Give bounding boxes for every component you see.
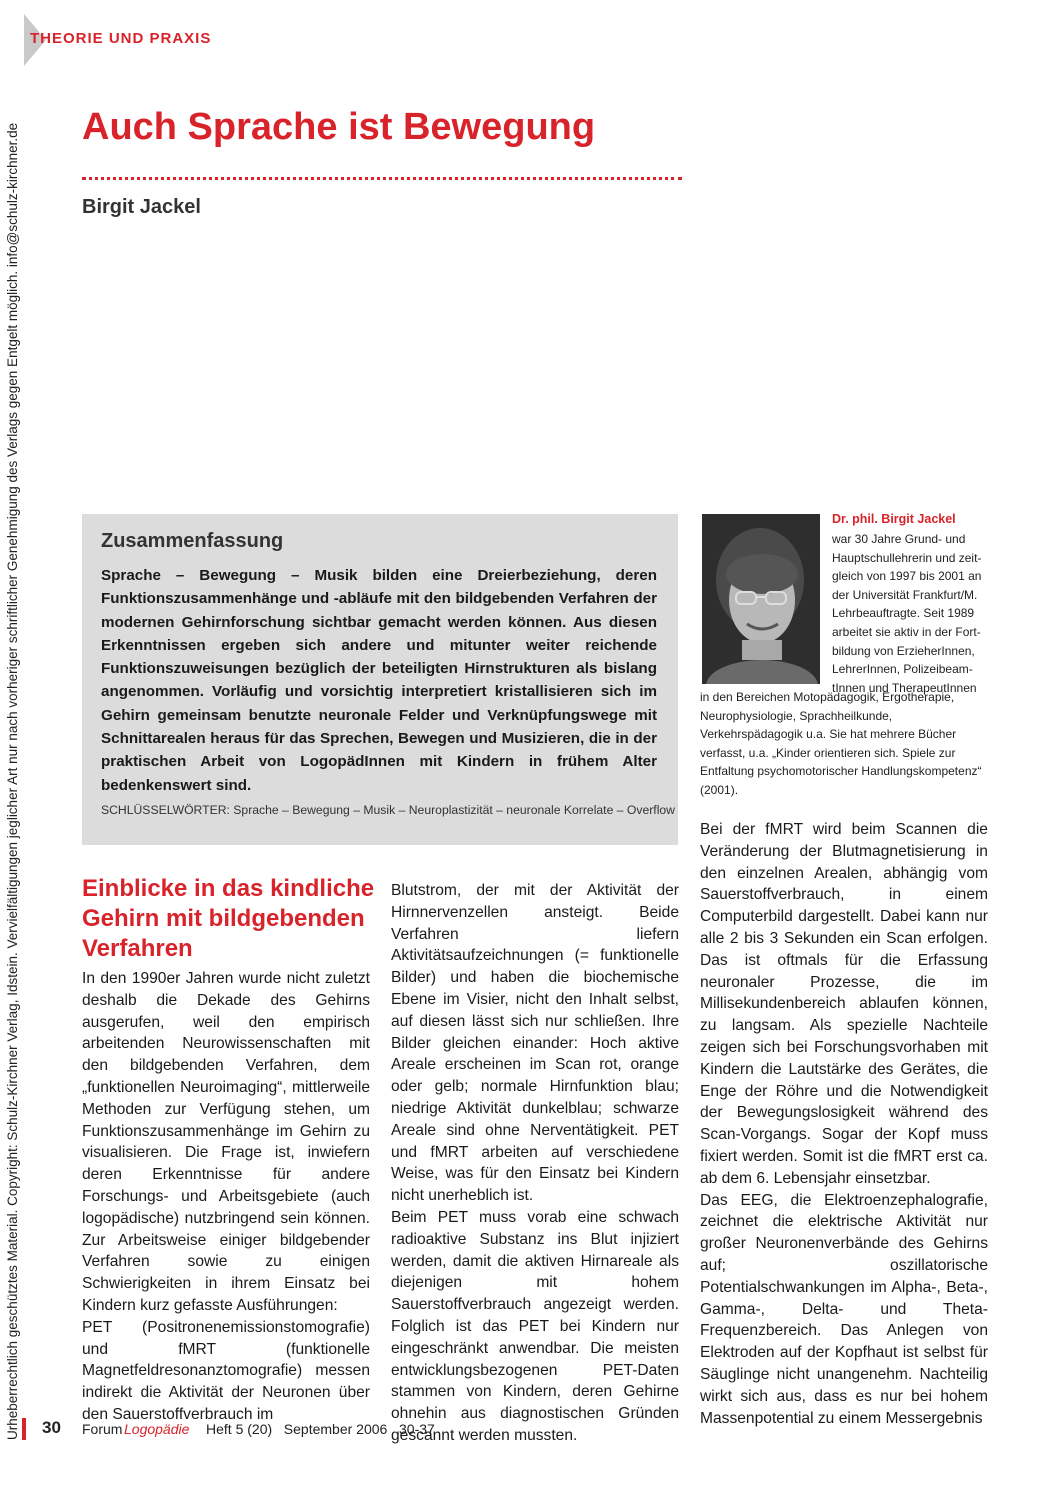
summary-text: Sprache – Bewegung – Musik bilden eine Dreierbeziehung, deren Funktionszusammenhänge und -abläufe mit den bildgebenden Verfahren der modernen Gehirnforschung sichtbar gemacht werden können. Aus diesen Erkenntnissen ergeben sich andere und mitunter weiter reichende Funktionszuweisungen bezüglich der beteiligten Hirnstrukturen als bislang angenommen. Vorläufig und vorsichtig interpretiert kristallisieren sich im Gehirn gemeinsam benutzte neuronale Felder und Verknüpfungswege mit Schnittarealen heraus für das Sprechen, Bewegen und Musizieren, die in der praktischen Arbeit von LogopädInnen mit Kindern in frühem Alter bedenkenswert sind. bbox=[101, 567, 657, 794]
text-column-2 bbox=[391, 880, 679, 1447]
article-title: Auch Sprache ist Bewegung bbox=[82, 106, 596, 148]
bio-line: arbeitet sie aktiv in der Fort- bbox=[832, 624, 981, 639]
bio-line: Lehrbeauftragte. Seit 1989 bbox=[832, 606, 975, 621]
article-author: Birgit Jackel bbox=[82, 196, 201, 218]
paragraph: Bei der fMRT wird beim Scannen die Veränderung der Blutmagnetisierung in den einzelnen Arealen, abhängig vom Sauerstoffverbrauch, in einem Computerbild dargestellt. Dabei kann nur alle 2 bis 3 Sekunden ein Scan erfolgen. Das ist oftmals für die Erfassung neuronaler Prozesse, die im Millisekundenbereich ablaufen können, zu langsam. Als spezielle Nachteile zeigen sich bei Forschungsvorhaben mit Kindern die Lautstärke des Gerätes, die Enge der Röhre und die Notwendigkeit der Bewegungslosigkeit während des Scan-Vorgangs. Sogar der Kopf muss fixiert werden. Somit ist die fMRT erst ca. ab dem 6. Lebensjahr einsetzbar. bbox=[700, 821, 988, 1187]
paragraph: Das EEG, die Elektroenzephalografie, zeichnet die elektrische Aktivität nur großer Neuronenverbände des Gehirns auf; oszillatorische Potentialschwankungen im Alpha-, Beta-, Gamma-, Delta- und Theta-Frequenzbereich. Das Anlegen von Elektroden auf der Kopfhaut ist selbst für Säuglinge nicht unangenehm. Nachteilig wirkt sich aus, dass es nur bei hohem Massenpotential zu einem Messergebnis bbox=[700, 1191, 988, 1427]
bio-text-wide: in den Bereichen Motopädagogik, Ergotherapie, Neurophysiologie, Sprachheilkunde, Verkehrspädagogik u.a. Sie hat mehrere Bücher verfasst, u.a. „Kinder orientieren sich. Spiele zur Entfaltung psychomotorischer Handlungskompetenz“ (2001). bbox=[700, 690, 982, 797]
issue-info: Heft 5 (20) September 2006 30-37 bbox=[206, 1421, 435, 1437]
bio-line: war 30 Jahre Grund- und bbox=[832, 532, 966, 546]
keywords: SCHLÜSSELWÖRTER: Sprache – Bewegung – Musik – Neuroplastizität – neuronale Korrelate – Overflow bbox=[101, 803, 675, 817]
paragraph: PET (Positronenemissionstomografie) und fMRT (funktionelle Magnetfeldresonanztomografie) messen indirekt die Aktivität der Neuronen über den Sauerstoffverbrauch im bbox=[82, 1318, 370, 1423]
paragraph: Beim PET muss vorab eine schwach radioaktive Substanz ins Blut injiziert werden, damit die aktiven Hirnareale als diejenigen mit hohem Sauerstoffverbrauch angezeigt werden. Folglich ist das PET bei Kindern nur eingeschränkt anwendbar. Die meisten entwicklungsbezogenen PET-Daten stammen von Kindern, deren Gehirne ohnehin aus diagnostischen Gründen gescannt werden mussten. bbox=[391, 1208, 679, 1444]
journal-name: Forum bbox=[82, 1421, 123, 1437]
bio-line: LehrerInnen, Polizeibeam- bbox=[832, 662, 973, 677]
section-label: THEORIE UND PRAXIS bbox=[30, 30, 212, 47]
journal-subname: Logopädie bbox=[124, 1421, 190, 1437]
bio-line: bildung von ErzieherInnen, bbox=[832, 643, 975, 658]
copyright-side-text: Urheberrechtlich geschütztes Material. Copyright: Schulz-Kirchner Verlag, Idstein. Vervielfältigungen jeglicher Art nur nach vorheriger schriftlicher Genehmigung des Verlags gegen Entgelt möglich. info@schulz-kirchner.de bbox=[5, 122, 20, 1440]
bio-line: tInnen und TherapeutInnen bbox=[832, 680, 977, 695]
text-column-1 bbox=[82, 968, 370, 1426]
bio-line: gleich von 1997 bis 2001 an bbox=[832, 569, 982, 584]
paragraph: Blutstrom, der mit der Aktivität der Hirnnervenzellen ansteigt. Beide Verfahren liefern Aktivitätsaufzeichnungen (= funktionelle Bilder) und haben die biochemische Ebene im Visier, nicht den Inhalt selbst, auf diesen lässt sich nur schließen. Ihre Bilder gleichen einander: Hoch aktive Areale erscheinen im Scan rot, orange oder gelb; normale Hirnfunktion blau; niedrige Aktivität dunkelblau; schwarze Areale sind ohne Nerventätigkeit. PET und fMRT arbeiten auf verschiedene Weise, was für den Einsatz bei Kindern nicht unerheblich ist. bbox=[391, 882, 679, 1205]
author-portrait-image bbox=[702, 514, 820, 684]
footer-accent-bar bbox=[22, 1418, 26, 1440]
summary-heading: Zusammenfassung bbox=[101, 530, 284, 552]
paragraph: In den 1990er Jahren wurde nicht zuletzt deshalb die Dekade des Gehirns ausgerufen, weil den empirisch arbeitenden Neurowissenschaften mit den bildgebenden Verfahren, dem „funktionellen Neuroimaging“, mittlerweile Methoden zur Verfügung stehen, um Funktionszusammenhänge im Gehirn zu visualisieren. Die Frage ist, inwiefern deren Erkenntnisse für andere Forschungs- und Arbeitsgebiete (auch logopädische) nutzbringend sein können. Zur Arbeitsweise einiger bildgebender Verfahren sowie zu einigen Schwierigkeiten in ihrem Einsatz bei Kindern kurz gefasste Ausführungen: bbox=[82, 970, 370, 1314]
bio-line: der Universität Frankfurt/M. bbox=[832, 587, 978, 602]
title-divider bbox=[82, 177, 682, 180]
author-photo bbox=[702, 514, 820, 684]
bio-text-narrow bbox=[832, 530, 981, 697]
section-heading: Einblicke in das kindliche Gehirn mit bildgebenden Verfahren bbox=[82, 875, 375, 962]
bio-name: Dr. phil. Birgit Jackel bbox=[832, 512, 956, 526]
page-number: 30 bbox=[42, 1418, 61, 1437]
text-column-3 bbox=[700, 819, 988, 1429]
bio-line: Hauptschullehrerin und zeit- bbox=[832, 550, 982, 565]
